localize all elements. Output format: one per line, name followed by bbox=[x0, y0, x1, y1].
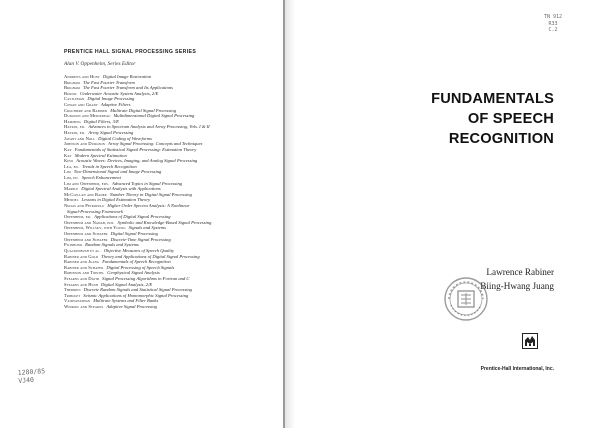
book-entry-author: McClellan and Rader bbox=[64, 191, 107, 197]
book-entry-title: Signal-Processing Framework bbox=[67, 208, 124, 214]
book-entry-title: Signals and Systems bbox=[128, 225, 166, 231]
handwritten-accession-number bbox=[17, 367, 45, 385]
book-entry-author: Dudgeon and Mersereau bbox=[64, 113, 111, 119]
book-entry-title: The Fast Fourier Transform bbox=[82, 79, 135, 85]
book-entry-author: Lim and Oppenheim, eds. bbox=[64, 180, 110, 186]
book-entry-author: Robinson and Treitel bbox=[64, 270, 105, 276]
book-entry-author: Picinbono bbox=[64, 242, 83, 248]
book-entry-title: Objective Measures of Speech Quality bbox=[103, 247, 174, 253]
series-book-entry bbox=[64, 304, 286, 310]
book-entry-title: Modern Spectral Estimation bbox=[74, 152, 127, 158]
book-entry-title: Fundamentals of Statistical Signal Processing: Estimation Theory bbox=[74, 146, 197, 152]
book-entry-author: Lim, ed. bbox=[64, 174, 79, 180]
book-entry-author: Marple bbox=[64, 186, 79, 192]
book-entry-title: Speech Enhancement bbox=[81, 174, 121, 180]
book-entry-author: Quackenbush et al. bbox=[64, 247, 101, 253]
book-entry-author: Jayant and Noll bbox=[64, 135, 96, 141]
handwritten-call-number bbox=[544, 14, 562, 34]
book-authors bbox=[286, 265, 554, 293]
book-entry-title: Lessons in Digital Estimation Theory bbox=[81, 197, 151, 203]
book-entry-author: Johnson and Dudgeon bbox=[64, 141, 105, 147]
book-entry-author: Nikias and Petropulu bbox=[64, 203, 105, 209]
book-entry-title: Random Signals and Systems bbox=[85, 242, 139, 248]
book-entry-author: Tribolet bbox=[64, 292, 81, 298]
book-entry-author: Therrien bbox=[64, 287, 81, 293]
book-entry-author: Lea, ed. bbox=[64, 163, 80, 169]
book-entry-author: Castleman bbox=[64, 96, 85, 102]
series-book-list bbox=[64, 74, 286, 310]
book-entry-title: Multirate Systems and Filter Banks bbox=[93, 298, 159, 304]
book-entry-title: Multirate Digital Signal Processing bbox=[110, 107, 177, 113]
handwritten-line: 1280/85 bbox=[17, 367, 46, 377]
book-entry-title: Underwater Acoustic System Analysis, 2/E bbox=[80, 90, 159, 96]
book-entry-author: Hamming bbox=[64, 118, 81, 124]
book-entry-title: Number Theory in Digital Signal Processing bbox=[109, 191, 192, 197]
book-entry-author: Oppenheim and Nawab, eds. bbox=[64, 219, 115, 225]
book-entry-title: Array Signal Processing bbox=[88, 130, 134, 136]
publisher-name: Prentice-Hall International, Inc. bbox=[480, 366, 554, 372]
book-entry-author: Stearns and Hush bbox=[64, 281, 98, 287]
book-entry-author: Widrow and Stearns bbox=[64, 303, 104, 309]
book-entry-author: Lim bbox=[64, 169, 71, 175]
book-title-line: FUNDAMENTALS bbox=[431, 91, 554, 107]
book-title-line: RECOGNITION bbox=[448, 131, 554, 147]
book-entry-author: Oppenheim, ed. bbox=[64, 214, 92, 220]
book-entry-title: Digital Image Restoration bbox=[102, 74, 152, 79]
book-entry-author: Vaidyanathan bbox=[64, 298, 91, 304]
book-entry-title: Digital Image Processing bbox=[87, 96, 135, 102]
book-entry-title: Fundamentals of Speech Recognition bbox=[102, 259, 171, 265]
book-entry-author: Oppenheim and Schafer bbox=[64, 231, 108, 237]
book-entry-title: Digital Processing of Speech Signals bbox=[106, 264, 175, 270]
book-entry-title: Multidimensional Digital Signal Processing bbox=[113, 113, 195, 119]
book-entry-author: Brigham bbox=[64, 85, 80, 91]
book-entry-title: The Fast Fourier Transform and Its Applications bbox=[82, 85, 173, 91]
handwritten-line: R33 bbox=[548, 20, 558, 27]
book-entry-title: Two-Dimensional Signal and Image Processing bbox=[73, 169, 162, 175]
series-title: PRENTICE HALL SIGNAL PROCESSING SERIES bbox=[64, 49, 197, 55]
book-entry-author: Andrews and Hunt bbox=[64, 74, 100, 79]
book-entry-title: Array Signal Processing: Concepts and Techniques bbox=[107, 141, 203, 147]
library-seal-stamp bbox=[443, 276, 489, 322]
book-entry-author: Burdic bbox=[64, 90, 77, 96]
book-entry-title: Applications of Digital Signal Processing bbox=[94, 214, 171, 220]
book-entry-title: Theory and Applications of Digital Signal Processing bbox=[101, 253, 200, 259]
book-entry-title: Discrete-Time Signal Processing bbox=[110, 236, 171, 242]
left-page bbox=[0, 0, 283, 428]
book-entry-author: Rabiner and Juang bbox=[64, 259, 100, 265]
book-entry-title: Trends in Speech Recognition bbox=[82, 163, 137, 169]
book-title-line: OF SPEECH bbox=[467, 111, 554, 127]
series-editor: Alan V. Oppenheim, Series Editor bbox=[64, 61, 136, 67]
book-entry-title: Seismic Applications of Homomorphic Signal Processing bbox=[83, 292, 189, 298]
book-entry-title: Adaptive Signal Processing bbox=[106, 303, 157, 309]
book-entry-title: Discrete Random Signals and Statistical Signal Processing bbox=[83, 287, 192, 293]
handwritten-line: C.2 bbox=[548, 27, 558, 33]
book-entry-author: Haykin, ed. bbox=[64, 130, 86, 136]
book-entry-author: Kay bbox=[64, 146, 72, 152]
book-entry-author: Rabiner and Gold bbox=[64, 253, 99, 259]
book-entry-title: Geophysical Signal Analysis bbox=[107, 270, 160, 276]
book-entry-title: Advanced Topics in Signal Processing bbox=[112, 180, 183, 186]
book-entry-title: Digital Coding of Waveforms bbox=[98, 135, 152, 141]
book-entry-author: Mendel bbox=[64, 197, 79, 203]
book-entry-author: Cowan and Grant bbox=[64, 102, 98, 108]
right-page bbox=[286, 0, 600, 428]
book-entry-author: Stearns and David bbox=[64, 275, 100, 281]
handwritten-line: VJ40 bbox=[18, 375, 35, 385]
book-title bbox=[286, 89, 554, 149]
book-entry-author: Kay bbox=[64, 152, 72, 158]
book-entry-title: Advances in Spectrum Analysis and Array Processing, Vols. I & II bbox=[88, 124, 210, 130]
book-entry-author: Oppenheim and Schafer bbox=[64, 236, 108, 242]
book-entry-title: Acoustic Waves: Devices, Imaging, and Analog Signal Processing bbox=[76, 158, 198, 164]
book-entry-author: Haykin, ed. bbox=[64, 124, 86, 130]
prentice-hall-logo bbox=[522, 333, 538, 349]
book-entry-author: Crochiere and Rabiner bbox=[64, 107, 108, 113]
book-entry-author: Rabiner and Schafer bbox=[64, 264, 104, 270]
book-entry-title: Digital Signal Processing bbox=[110, 231, 158, 237]
book-entry-author: Brigham bbox=[64, 79, 80, 85]
book-entry-title: Digital Signal Analysis, 2/E bbox=[100, 281, 153, 287]
book-entry-title: Symbolic and Knowledge-Based Signal Processing bbox=[117, 219, 212, 225]
author-name: Biing-Hwang Juang bbox=[480, 281, 554, 291]
book-entry-title: Higher Order Spectra Analysis: A Nonlinear bbox=[107, 203, 190, 209]
handwritten-line: TN 912 bbox=[544, 14, 563, 20]
book-entry-title: Digital Spectral Analysis with Applications bbox=[81, 186, 161, 192]
book-entry-title: Digital Filters, 3/E bbox=[83, 118, 119, 124]
book-entry-title: Signal Processing Algorithms in Fortran and C bbox=[102, 275, 190, 281]
author-name: Lawrence Rabiner bbox=[486, 267, 554, 277]
book-entry-author: Oppenheim, Willsky, with Young bbox=[64, 225, 126, 231]
book-entry-author: Kino bbox=[64, 158, 74, 164]
book-entry-title: Adaptive Filters bbox=[100, 102, 131, 108]
